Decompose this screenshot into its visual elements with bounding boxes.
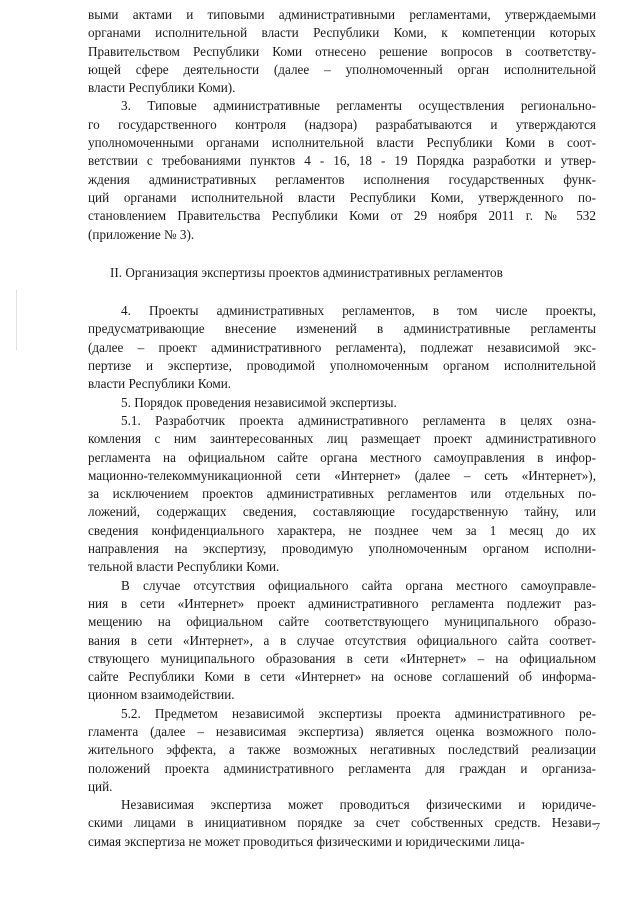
text-line: ющей сфере деятельности (далее – уполномоченный орган исполнительной (88, 61, 596, 77)
text-line: уполномоченными органами исполнительной власти Республики Коми в соот- (88, 135, 596, 151)
text-line: го государственного контроля (надзора) разрабатываются и утверждаются (88, 116, 596, 132)
text-line: ционном взаимодействии. (88, 687, 235, 703)
paragraph-p_cont (88, 6, 596, 97)
text-line: власти Республики Коми). (88, 80, 236, 96)
paragraph-p51b (88, 577, 596, 705)
text-line: ложений, содержащих сведения, составляющие государственную тайну, или (88, 504, 596, 520)
text-line: ствующего муниципального образования в сети «Интернет» – на официальном (88, 650, 596, 666)
text-line: 4. Проекты административных регламентов, в том числе проекты, (121, 303, 596, 319)
scan-margin-mark (16, 290, 17, 350)
paragraph-p3 (88, 97, 596, 243)
text-line: В случае отсутствия официального сайта органа местного самоуправле- (121, 577, 596, 593)
page-number: 7 (595, 822, 600, 833)
text-line: сайте Республики Коми в сети «Интернет» на основе соглашений об информа- (88, 669, 596, 685)
paragraph-p52b (88, 796, 596, 851)
text-line: сведения конфиденциального характера, не позднее чем за 1 месяц до их (88, 522, 596, 538)
text-line: (далее – проект административного регламента), подлежат независимой экс- (88, 339, 596, 355)
text-line: мещению на официальном сайте соответствующего муниципального образо- (88, 614, 596, 630)
text-line: ций. (88, 778, 113, 794)
text-line: мационно-телекоммуникационной сети «Интернет» (далее – сеть «Интернет»), (88, 467, 596, 483)
text-line: власти Республики Коми. (88, 376, 232, 392)
text-line: 5.1. Разработчик проекта административного регламента в целях озна- (121, 412, 596, 428)
text-line: 5. Порядок проведения независимой экспертизы. (121, 394, 397, 410)
text-line: пертизе и экспертизе, проводимой уполномоченным органом исполнительной (88, 358, 596, 374)
spacer (88, 282, 596, 302)
text-line: Правительством Республики Коми отнесено решение вопросов в соответству- (88, 43, 596, 59)
text-line: Независимая экспертиза может проводиться физическими и юридиче- (121, 797, 596, 813)
text-line: выми актами и типовыми административными регламентами, утверждаемыми (88, 7, 596, 22)
document-page (88, 6, 596, 851)
text-line: ния в сети «Интернет» проект административного регламента подлежит раз- (88, 595, 596, 611)
text-line: за исключением проектов административных регламентов или отдельных по- (88, 486, 596, 502)
spacer (88, 244, 596, 264)
paragraph-p4 (88, 302, 596, 393)
paragraph-p51 (88, 412, 596, 577)
text-line: скими лицами в инициативном порядке за счет собственных средств. Незави- (88, 815, 596, 831)
text-line: 5.2. Предметом независимой экспертизы проекта административного ре- (121, 705, 596, 721)
text-line: симая экспертиза не может проводиться физическими и юридическими лица- (88, 833, 525, 849)
text-line: тельной власти Республики Коми. (88, 559, 280, 575)
text-line: вания в сети «Интернет», а в случае отсутствия официального сайта соответ- (88, 632, 596, 648)
section-heading: II. Организация экспертизы проектов административных регламентов (110, 264, 503, 280)
text-line: 3. Типовые административные регламенты осуществления регионально- (121, 98, 596, 114)
text-line: направления на экспертизу, проводимую уполномоченным органом исполни- (88, 541, 596, 557)
text-line: гламента (далее – независимая экспертиза) является оценка возможного поло- (88, 723, 596, 739)
text-line: становлением Правительства Республики Коми от 29 ноября 2011 г. № 532 (88, 208, 596, 224)
text-line: органами исполнительной власти Республики Коми, к компетенции которых (88, 25, 596, 41)
paragraph-p52 (88, 705, 596, 796)
text-line: ветствии с требованиями пунктов 4 - 16, 18 - 19 Порядка разработки и утвер- (88, 153, 596, 169)
text-line: регламента на официальном сайте органа местного самоуправления в инфор- (88, 449, 596, 465)
text-line: ждения административных регламентов исполнения государственных функ- (88, 171, 596, 187)
text-line: (приложение № 3). (88, 226, 195, 242)
text-line: комления с ним заинтересованных лиц размещает проект административного (88, 431, 596, 447)
text-line: ций органами исполнительной власти Республики Коми, утвержденного по- (88, 189, 596, 205)
text-line: предусматривающие внесение изменений в административные регламенты (88, 321, 596, 337)
text-line: положений проекта административного регламента для граждан и организа- (88, 760, 596, 776)
paragraph-p5 (88, 394, 596, 412)
text-line: жительного эффекта, а также возможных негативных последствий реализации (88, 742, 596, 758)
